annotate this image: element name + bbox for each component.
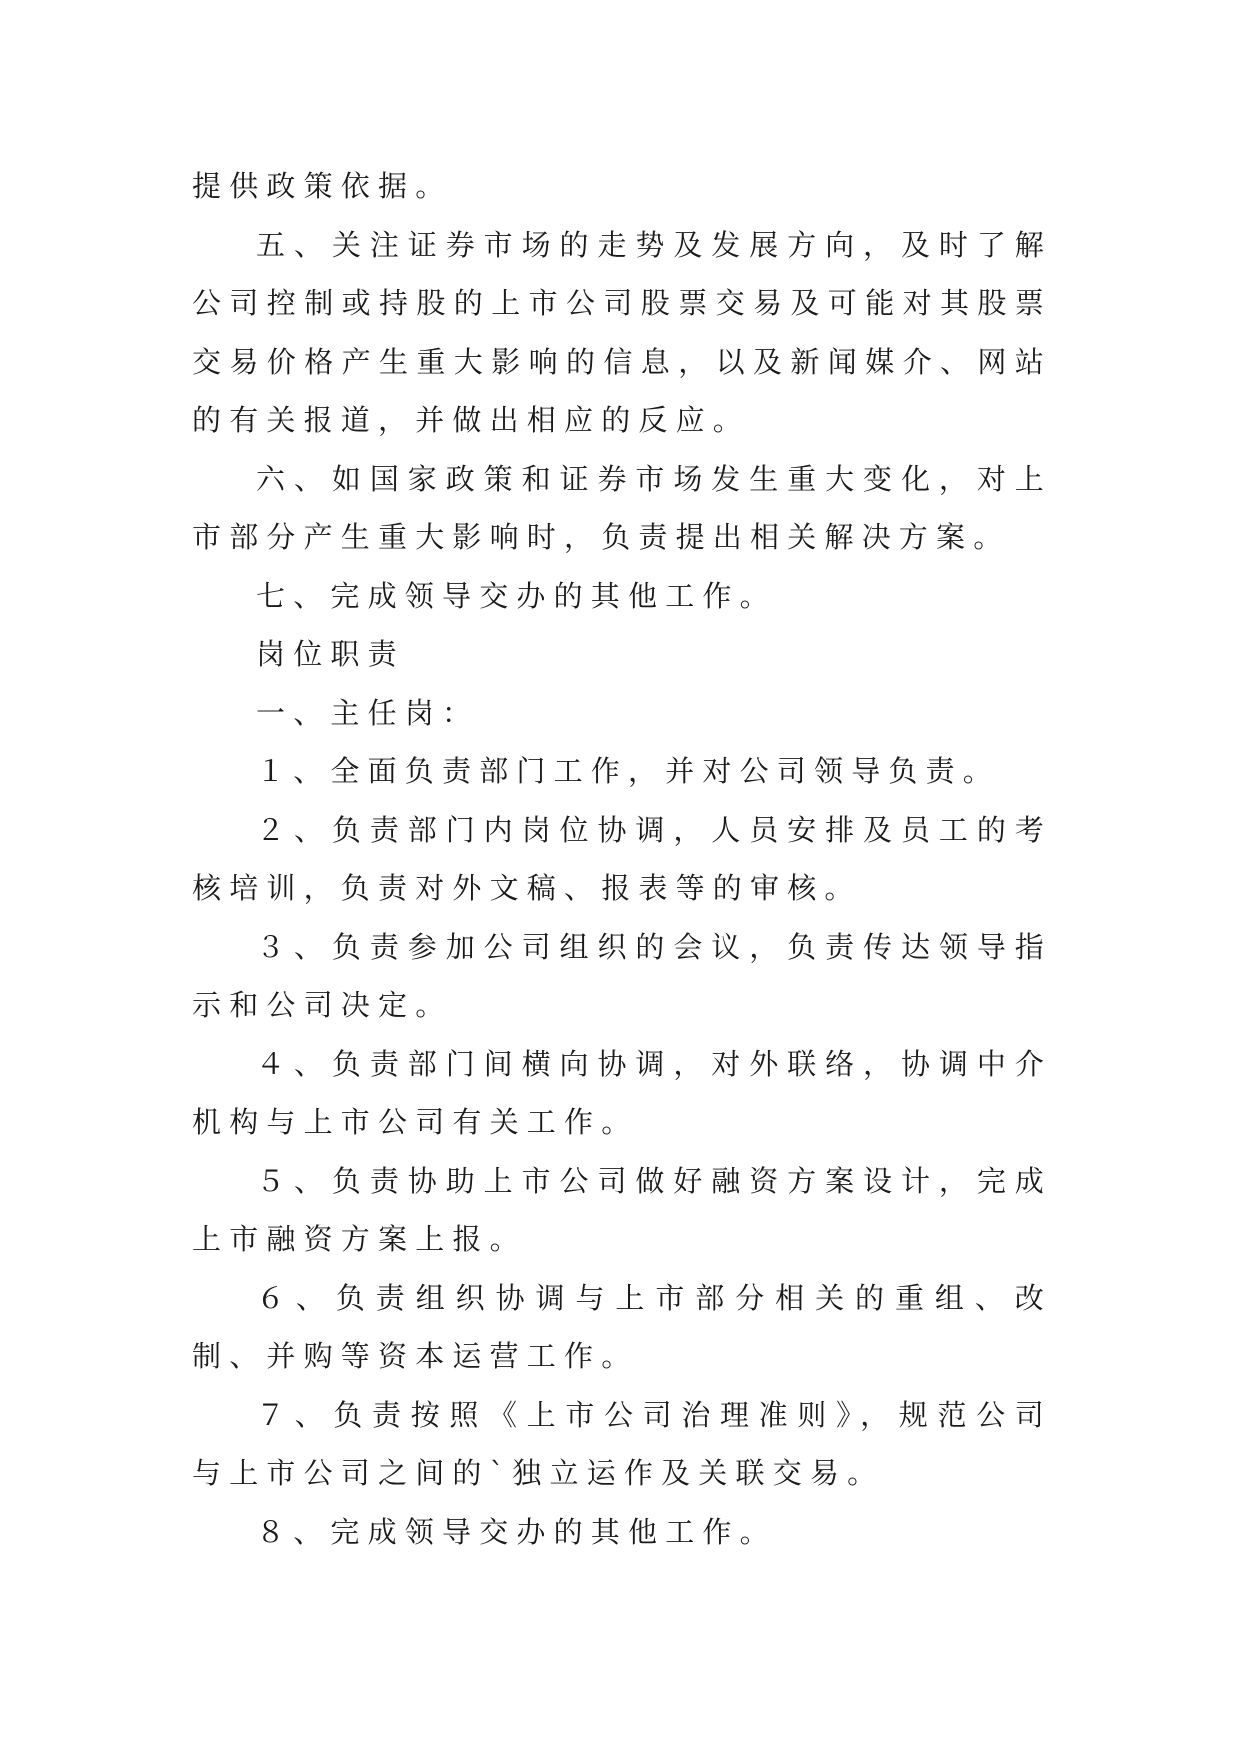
paragraph-item-7: 七、完成领导交办的其他工作。 [256, 578, 777, 613]
duty-item-1: １、全面负责部门工作，并对公司领导负责。 [256, 754, 1001, 788]
duty-item-2: ２、负责部门内岗位协调，人员安排及员工的考核培训，负责对外文稿、报表等的审核。 [192, 812, 1052, 905]
duty-item-8: ８、完成领导交办的其他工作。 [256, 1514, 777, 1549]
duty-item-5: ５、负责协助上市公司做好融资方案设计，完成上市融资方案上报。 [192, 1163, 1052, 1256]
duty-item-4: ４、负责部门间横向协调，对外联络，协调中介机构与上市公司有关工作。 [192, 1046, 1052, 1139]
duty-item-3: ３、负责参加公司组织的会议，负责传达领导指示和公司决定。 [192, 929, 1052, 1022]
document-body [192, 157, 1052, 1561]
paragraph-item-5: 五、关注证券市场的走势及发展方向，及时了解公司控制或持股的上市公司股票交易及可能对其股票交易价格产生重大影响的信息，以及新闻媒介、网站的有关报道，并做出相应的反应。 [192, 227, 1052, 437]
duty-item-7: ７、负责按照《上市公司治理准则》，规范公司与上市公司之间的`独立运作及关联交易。 [192, 1397, 1052, 1490]
subsection-heading-director: 一、主任岗： [256, 695, 480, 730]
paragraph-policy-basis: 提供政策依据。 [192, 169, 453, 203]
section-heading-job-duties: 岗位职责 [256, 637, 405, 671]
paragraph-item-6: 六、如国家政策和证券市场发生重大变化，对上市部分产生重大影响时，负责提出相关解决方案。 [192, 461, 1052, 554]
duty-item-6: ６、负责组织协调与上市部分相关的重组、改制、并购等资本运营工作。 [192, 1280, 1052, 1373]
